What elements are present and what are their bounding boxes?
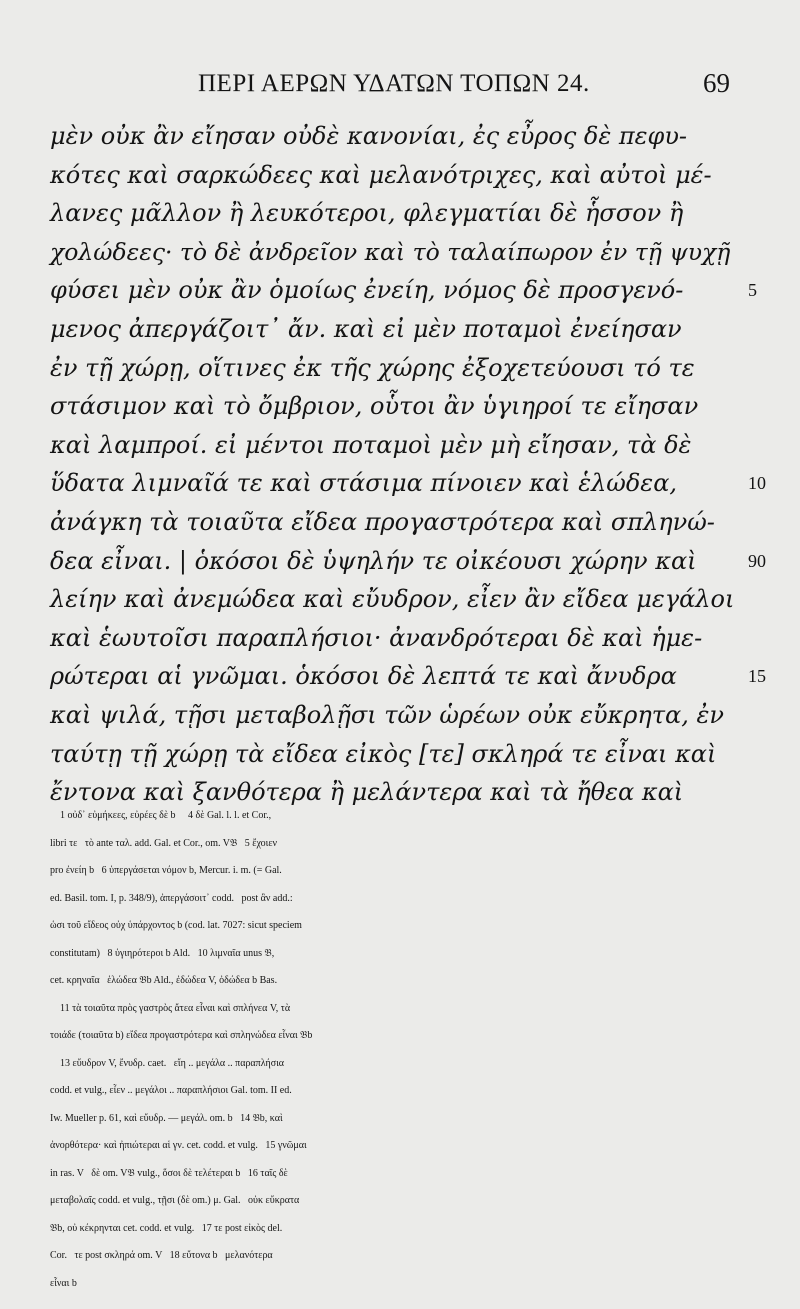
text-line bbox=[50, 349, 790, 388]
text-line bbox=[50, 117, 790, 156]
apparatus-line: constitutam) 8 ὑγιηρότεροι b Ald. 10 λιμναῖα unus 𝔅, bbox=[50, 947, 275, 959]
text-line bbox=[50, 310, 790, 349]
text-line bbox=[50, 542, 790, 581]
text-line bbox=[50, 387, 790, 426]
apparatus-line: 𝔅b, οὐ κέκρηνται cet. codd. et vulg. 17 τε post εἰκὸς del. bbox=[50, 1222, 283, 1234]
page-number: 69 bbox=[703, 68, 730, 98]
apparatus-line: μεταβολαῖς codd. et vulg., τῇσι (δὲ om.) μ. Gal. οὐκ εὔκρατα bbox=[50, 1195, 300, 1206]
apparatus-line: 13 εὔυδρον V, ἔνυδρ. caet. εἴη .. μεγάλα .. παραπλήσια bbox=[50, 1057, 285, 1069]
line-text: ὕδατα λιμναῖά τε καὶ στάσιμα πίνοιεν καὶ ἑλώδεα, bbox=[50, 469, 678, 498]
text-line bbox=[50, 503, 790, 542]
page-header bbox=[52, 64, 732, 104]
line-text: μὲν οὐκ ἂν εἴησαν οὐδὲ κανονίαι, ἐς εὖρος δὲ πεφυ- bbox=[50, 122, 688, 150]
line-text: μενος ἀπεργάζοιτ᾽ ἄν. καὶ εἰ μὲν ποταμοὶ ἐνείησαν bbox=[50, 314, 682, 343]
apparatus-line: pro ἐνείη b 6 ὑπεργάσεται νόμον b, Mercur. i. m. (= Gal. bbox=[50, 865, 282, 876]
apparatus-line: Cor. τε post σκληρά om. V 18 εὔτονα b μελανότερα bbox=[50, 1250, 273, 1261]
apparatus-line: εἶναι b bbox=[50, 1277, 77, 1289]
line-text: ταύτῃ τῇ χώρῃ τὰ εἴδεα εἰκὸς [τε] σκληρά τε εἶναι καὶ bbox=[50, 739, 717, 768]
line-text: καὶ ψιλά, τῇσι μεταβολῇσι τῶν ὡρέων οὐκ εὔκρητα, ἐν bbox=[50, 700, 724, 729]
apparatus-line: Iw. Mueller p. 61, καὶ εὔυδρ. — μεγάλ. om. b 14 𝔅b, καὶ bbox=[50, 1112, 283, 1124]
text-line bbox=[50, 271, 790, 310]
apparatus-line: 11 τὰ τοιαῦτα πρὸς γαστρὸς ἄτεα εἶναι καὶ σπλήνεα V, τὰ bbox=[50, 1002, 291, 1014]
apparatus-line: cet. κρηναῖα ἑλώδεα 𝔅b Ald., ἐδώδεα V, ὀδώδεα b Bas. bbox=[50, 975, 278, 986]
text-line bbox=[50, 696, 790, 735]
line-text: στάσιμον καὶ τὸ ὄμβριον, οὗτοι ἂν ὑγιηροί τε εἴησαν bbox=[50, 392, 699, 421]
text-line bbox=[50, 233, 790, 272]
apparatus-line: codd. et vulg., εἶεν .. μεγάλοι .. παραπλήσιοι Gal. tom. II ed. bbox=[50, 1085, 292, 1096]
line-number: 15 bbox=[748, 666, 766, 687]
apparatus-line: libri τε τὸ ante ταλ. add. Gal. et Cor., om. V𝔅 5 ἔχοιεν bbox=[50, 837, 278, 849]
line-text: φύσει μὲν οὐκ ἂν ὁμοίως ἐνείη, νόμος δὲ προσγενό- bbox=[50, 276, 684, 305]
critical-apparatus bbox=[50, 802, 790, 1297]
apparatus-line: 1 οὐδ᾽ εὐμήκεες, εὐρέες δὲ b 4 δὲ Gal. l. l. et Cor., bbox=[50, 810, 272, 821]
line-number: 90 bbox=[748, 550, 766, 571]
line-text: καὶ λαμπροί. εἰ μέντοι ποταμοὶ μὲν μὴ εἴησαν, τὰ δὲ bbox=[50, 430, 692, 459]
text-line bbox=[50, 735, 790, 774]
line-text: ρώτεραι αἱ γνῶμαι. ὁκόσοι δὲ λεπτά τε καὶ ἄνυδρα bbox=[50, 662, 677, 691]
main-text bbox=[50, 117, 790, 812]
text-line bbox=[50, 464, 790, 503]
line-text: λανες μᾶλλον ἢ λευκότεροι, φλεγματίαι δὲ ἧσσον ἢ bbox=[50, 199, 684, 228]
line-text: λείην καὶ ἀνεμώδεα καὶ εὔυδρον, εἶεν ἂν εἴδεα μεγάλοι bbox=[50, 585, 735, 614]
apparatus-line: ὡσι τοῦ εἴδεος οὐχ ὑπάρχοντος b (cod. lat. 7027: sicut speciem bbox=[50, 920, 302, 931]
running-title: ΠΕΡΙ ΑΕΡΩΝ ΥΔΑΤΩΝ ΤΟΠΩΝ 24. bbox=[198, 70, 590, 97]
line-text: καὶ ἑωυτοῖσι παραπλήσιοι· ἀνανδρότεραι δὲ καὶ ἡμε- bbox=[50, 623, 703, 652]
text-line bbox=[50, 580, 790, 619]
text-line bbox=[50, 657, 790, 696]
apparatus-line: ἀνορθότερα· καὶ ἠπιώτεραι αἱ γν. cet. codd. et vulg. 15 γνῶμαι bbox=[50, 1140, 307, 1151]
line-text: δεα εἶναι. | ὁκόσοι δὲ ὑψηλήν τε οἰκέουσι χώρην καὶ bbox=[50, 546, 697, 575]
apparatus-line: ed. Basil. tom. I, p. 348/9), ἀπεργάσοιτ᾽ codd. post ἂν add.: bbox=[50, 892, 293, 904]
line-text: ἐν τῇ χώρῃ, οἵτινες ἐκ τῆς χώρης ἐξοχετεύουσι τό τε bbox=[50, 353, 695, 382]
line-text: ἔντονα καὶ ξανθότερα ἢ μελάντερα καὶ τὰ ἤθεα καὶ bbox=[50, 778, 684, 807]
apparatus-line: τοιάδε (τοιαῦτα b) εἴδεα προγαστρότερα καὶ σπληνώδεα εἶναι 𝔅b bbox=[50, 1030, 313, 1041]
line-text: κότες καὶ σαρκώδεες καὶ μελανότριχες, καὶ αὐτοὶ μέ- bbox=[50, 160, 712, 189]
apparatus-line: in ras. V δὲ om. V𝔅 vulg., ὅσοι δὲ τελέτεραι b 16 ταῖς δὲ bbox=[50, 1167, 288, 1179]
text-line bbox=[50, 156, 790, 195]
text-line bbox=[50, 619, 790, 658]
text-line bbox=[50, 426, 790, 465]
line-text: ἀνάγκη τὰ τοιαῦτα εἴδεα προγαστρότερα καὶ σπληνώ- bbox=[50, 507, 715, 536]
text-line bbox=[50, 194, 790, 233]
line-number: 10 bbox=[748, 473, 766, 494]
line-number: 5 bbox=[748, 280, 757, 301]
line-text: χολώδεες· τὸ δὲ ἀνδρεῖον καὶ τὸ ταλαίπωρον ἐν τῇ ψυχῇ bbox=[50, 237, 731, 266]
